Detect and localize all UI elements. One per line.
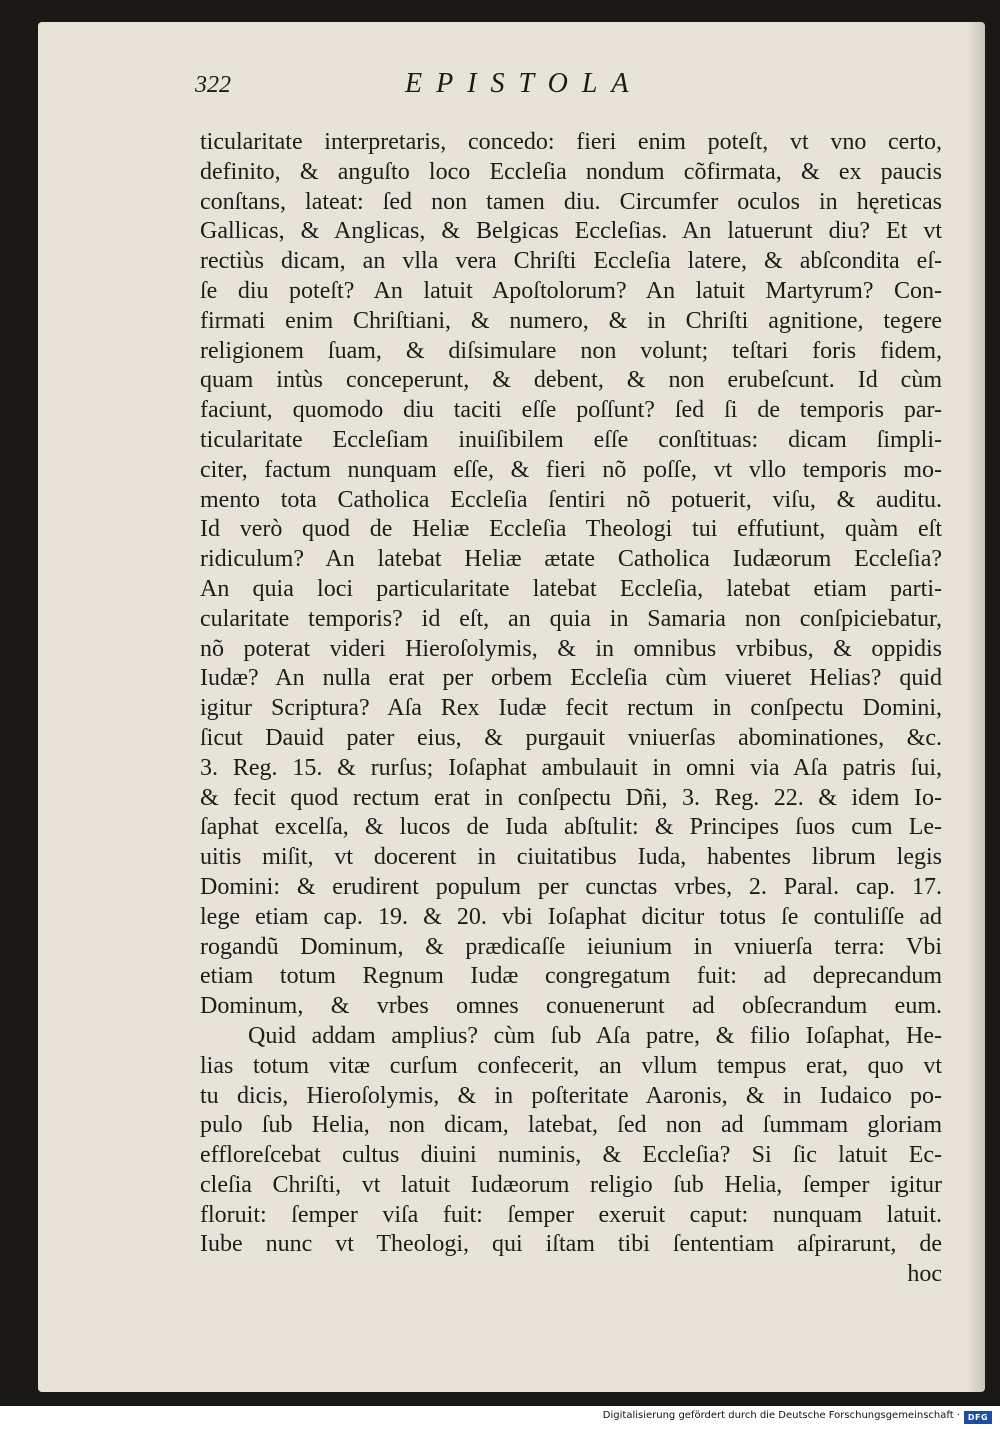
text-line: Quid addam amplius? cùm ſub Aſa patre, & filio Ioſaphat, He- (248, 1022, 942, 1049)
text-line: firmati enim Chriſtiani, & numero, & in Chriſti agnitione, tegere (200, 307, 942, 334)
text-line: religionem ſuam, & diſsimulare non volunt; teſtari foris fidem, (200, 337, 942, 364)
body-text (200, 128, 942, 1290)
text-line: faciunt, quomodo diu taciti eſſe poſſunt? ſed ſi de temporis par- (200, 397, 942, 424)
page-number: 322 (195, 72, 231, 98)
text-line: Id verò quod de Heliæ Eccleſia Theologi tui effutiunt, quàm eſt (200, 516, 942, 543)
text-line: ſe diu poteſt? An latuit Apoſtolorum? An latuit Martyrum? Con- (200, 277, 942, 304)
text-line: cleſia Chriſti, vt latuit Iudæorum religio ſub Helia, ſemper igitur (200, 1171, 942, 1198)
text-line: floruit: ſemper viſa fuit: ſemper exeruit caput: nunquam latuit. (200, 1201, 942, 1228)
text-line: rectiùs dicam, an vlla vera Chriſti Eccleſia latere, & abſcondita eſ- (200, 248, 942, 275)
running-head (195, 68, 915, 108)
text-line: citer, factum nunquam eſſe, & fieri nõ poſſe, vt vllo temporis mo- (200, 456, 942, 483)
text-line: mento tota Catholica Eccleſia ſentiri nõ potuerit, viſu, & auditu. (200, 486, 942, 513)
text-line: igitur Scriptura? Aſa Rex Iudæ fecit rectum in conſpectu Domini, (200, 695, 942, 722)
text-line: Domini: & erudirent populum per cunctas vrbes, 2. Paral. cap. 17. (200, 873, 942, 900)
text-line: Gallicas, & Anglicas, & Belgicas Eccleſias. An latuerunt diu? Et vt (200, 218, 942, 245)
text-line: etiam totum Regnum Iudæ congregatum fuit: ad deprecandum (200, 963, 942, 990)
text-line: 3. Reg. 15. & rurſus; Ioſaphat ambulauit in omni via Aſa patris ſui, (200, 754, 942, 781)
text-line: An quia loci particularitate latebat Eccleſia, latebat etiam parti- (200, 575, 942, 602)
text-line: ſaphat excelſa, & lucos de Iuda abſtulit: & Principes ſuos cum Le- (200, 814, 942, 841)
dfg-logo: DFG (964, 1411, 992, 1424)
text-line: nõ poterat videri Hieroſolymis, & in omnibus vrbibus, & oppidis (200, 635, 942, 662)
text-line: ticularitate Eccleſiam inuiſibilem eſſe conſtituas: dicam ſimpli- (200, 426, 942, 453)
text-line: cularitate temporis? id eſt, an quia in Samaria non conſpiciebatur, (200, 605, 942, 632)
text-line: lege etiam cap. 19. & 20. vbi Ioſaphat dicitur totus ſe contuliſſe ad (200, 903, 942, 930)
text-line: ridiculum? An latebat Heliæ ætate Catholica Iudæorum Eccleſia? (200, 546, 942, 573)
footer-bar (0, 1406, 1000, 1429)
text-line: quam intùs conceperunt, & debent, & non erubeſcunt. Id cùm (200, 367, 942, 394)
digitization-credit: Digitalisierung gefördert durch die Deutsche Forschungsgemeinschaft · (602, 1410, 960, 1421)
page-title: EPISTOLA (405, 68, 643, 99)
text-line: Dominum, & vrbes omnes conuenerunt ad obſecrandum eum. (200, 993, 942, 1020)
text-line: rogandũ Dominum, & prædicaſſe ieiunium in vniuerſa terra: Vbi (200, 933, 942, 960)
text-line: conſtans, lateat: ſed non tamen diu. Circumfer oculos in hęreticas (200, 188, 942, 215)
text-line: tu dicis, Hieroſolymis, & in poſteritate Aaronis, & in Iudaico po- (200, 1082, 942, 1109)
text-line: lias totum vitæ curſum confecerit, an vllum tempus erat, quo vt (200, 1052, 942, 1079)
page-edge-shadow (967, 22, 985, 1392)
text-line: uitis miſit, vt docerent in ciuitatibus Iuda, habentes librum legis (200, 844, 942, 871)
text-line: ticularitate interpretaris, concedo: fieri enim poteſt, vt vno certo, (200, 129, 942, 155)
text-line: pulo ſub Helia, non dicam, latebat, ſed non ad ſummam gloriam (200, 1112, 942, 1139)
text-line: ſicut Dauid pater eius, & purgauit vniuerſas abominationes, &c. (200, 724, 942, 751)
text-line: hoc (907, 1261, 942, 1288)
text-line: Iudæ? An nulla erat per orbem Eccleſia cùm viueret Helias? quid (200, 665, 942, 692)
text-line: definito, & anguſto loco Eccleſia nondum cõfirmata, & ex paucis (200, 158, 942, 185)
text-line: & fecit quod rectum erat in conſpectu Dñi, 3. Reg. 22. & idem Io- (200, 784, 942, 811)
text-line: effloreſcebat cultus diuini numinis, & Eccleſia? Si ſic latuit Ec- (200, 1142, 942, 1169)
text-line: Iube nunc vt Theologi, qui iſtam tibi ſententiam aſpirarunt, de (200, 1231, 942, 1258)
